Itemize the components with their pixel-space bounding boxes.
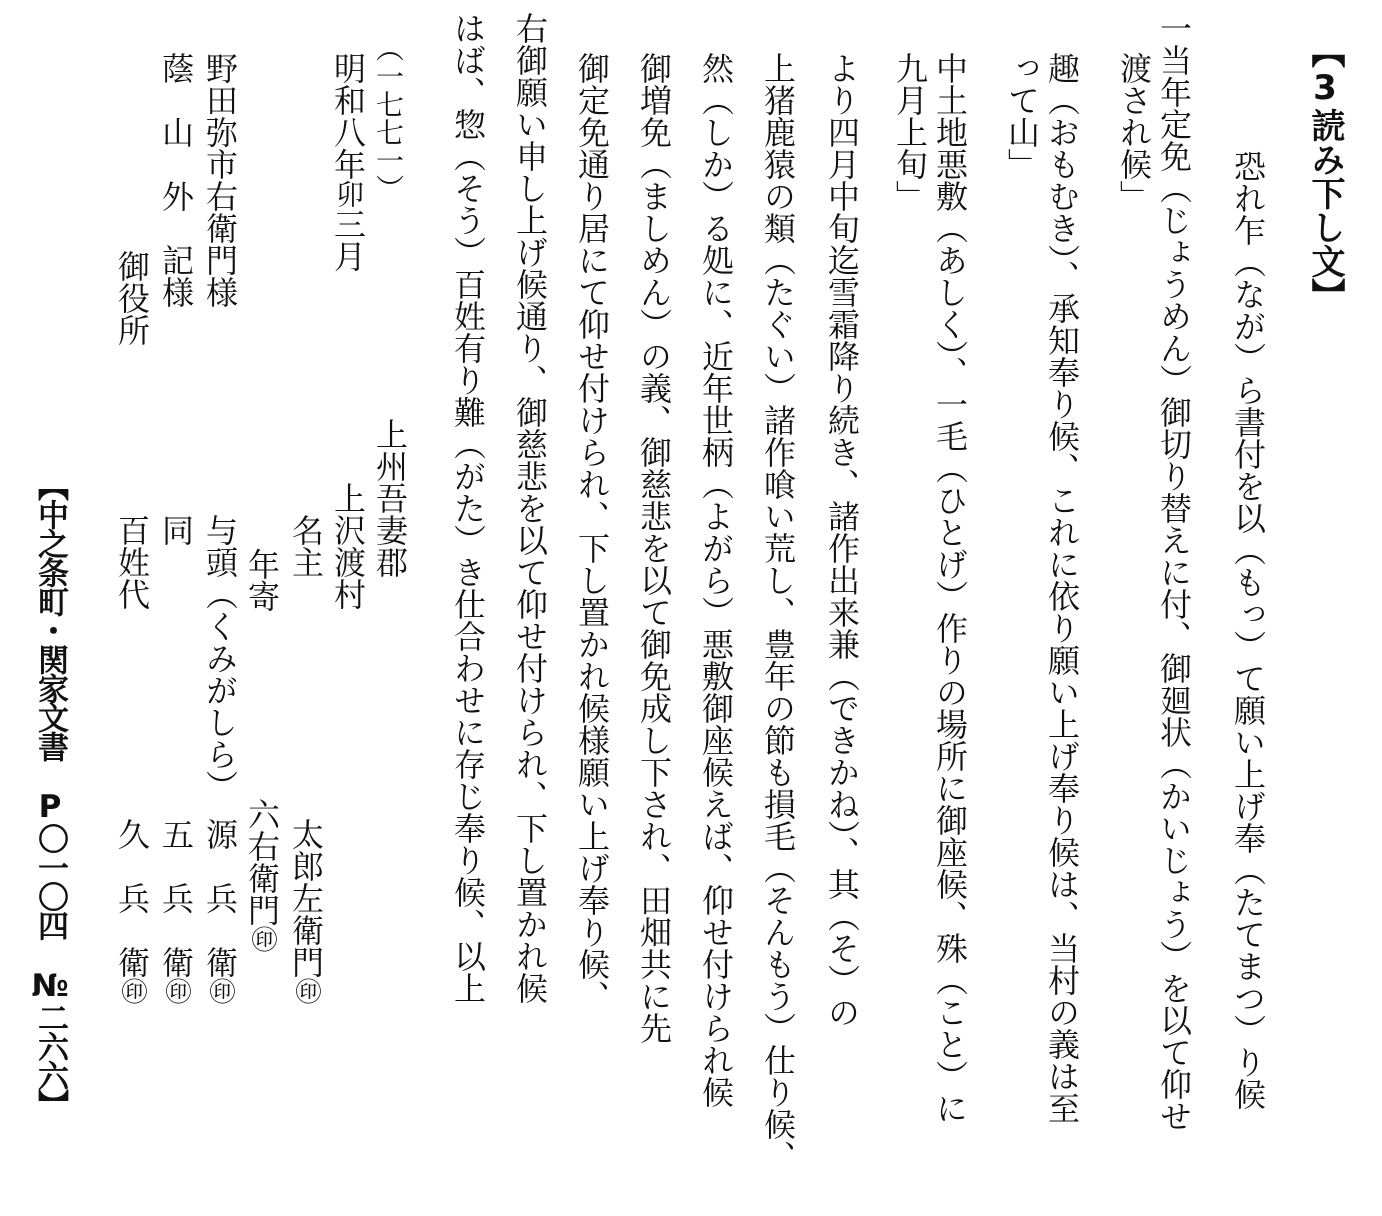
body-line: 中土地悪敷（あしく）、一毛（ひとげ）作りの場所に御座候、殊（こと）に xyxy=(931,52,969,1124)
seal-mark: ㊞ xyxy=(161,978,191,1004)
signer-role: 与頭（くみがしら） xyxy=(201,514,239,802)
signer-name xyxy=(201,818,239,1004)
body-line: 上猪鹿猿の類（たぐい）諸作喰い荒し、豊年の節も損毛（そんもう）仕り候、 xyxy=(759,52,797,1172)
seal-mark: ㊞ xyxy=(205,978,235,1004)
signer-name-text: 太郎左衛門 xyxy=(287,818,325,978)
signer-name xyxy=(157,818,195,1004)
body-line: 九月上旬」 xyxy=(891,52,929,212)
seal-mark: ㊞ xyxy=(247,926,277,952)
addressee-office: 御役所 xyxy=(113,250,151,346)
signer-role: 年寄 xyxy=(243,548,281,612)
document-heading: 【3読み下し文】 xyxy=(1305,34,1345,312)
signer-name xyxy=(287,818,325,1004)
date-month: 三月 xyxy=(329,208,367,272)
body-line: 一当年定免（じょうめん）御切り替えに付、御廻状（かいじょう）を以て仰せ xyxy=(1155,12,1193,1132)
body-line: より四月中旬迄雪霜降り続き、諸作出来兼（できかね）、其（そ）の xyxy=(823,52,861,1028)
document-footer: 【中之条町・関家文書 P〇一〇四 №二六六】 xyxy=(32,470,68,1118)
body-line: って山」 xyxy=(1003,52,1041,180)
signer-name xyxy=(243,798,281,952)
addressee-line: 蔭 山 外 記様 xyxy=(157,52,195,308)
date-year-note: （一七七一） xyxy=(372,34,405,202)
body-line-title: 恐れ乍（なが）ら書付を以（もっ）て願い上げ奉（たてまつ）り候 xyxy=(1229,150,1267,1110)
signer-name xyxy=(113,818,151,1004)
signer-role: 同 xyxy=(157,514,195,546)
seal-mark: ㊞ xyxy=(291,978,321,1004)
signer-name-text: 五 兵 衛 xyxy=(157,818,195,978)
seal-mark: ㊞ xyxy=(117,978,147,1004)
village-name: 上沢渡村 xyxy=(329,482,367,610)
body-line: 御増免（ましめん）の義、御慈悲を以て御免成し下され、田畑共に先 xyxy=(635,52,673,1044)
signer-name-text: 源 兵 衛 xyxy=(201,818,239,978)
body-line: はば、惣（そう）百姓有り難（がた）き仕合わせに存じ奉り候、以上 xyxy=(449,12,487,1004)
addressee-line: 野田弥市右衛門様 xyxy=(201,52,239,308)
signer-name-text: 六右衛門 xyxy=(243,798,281,926)
village-province: 上州吾妻郡 xyxy=(371,418,409,578)
body-line: 渡され候」 xyxy=(1115,52,1153,212)
signer-name-text: 久 兵 衛 xyxy=(113,818,151,978)
body-line: 右御願い申し上げ候通り、御慈悲を以て仰せ付けられ、下し置かれ候 xyxy=(511,12,549,1004)
body-line: 然（しか）る処に、近年世柄（よがら）悪敷御座候えば、仰せ付けられ候 xyxy=(697,52,735,1108)
signer-role: 百姓代 xyxy=(113,514,151,610)
date-line xyxy=(329,52,367,272)
signer-role: 名主 xyxy=(287,514,325,578)
body-line: 御定免通り居にて仰せ付けられ、下し置かれ候様願い上げ奉り候、 xyxy=(573,52,611,1012)
body-line: 趣（おもむき）、承知奉り候、これに依り願い上げ奉り候は、当村の義は至 xyxy=(1043,52,1081,1124)
date-prefix: 明和八年 xyxy=(329,52,367,180)
date-zodiac: 卯 xyxy=(332,180,365,208)
